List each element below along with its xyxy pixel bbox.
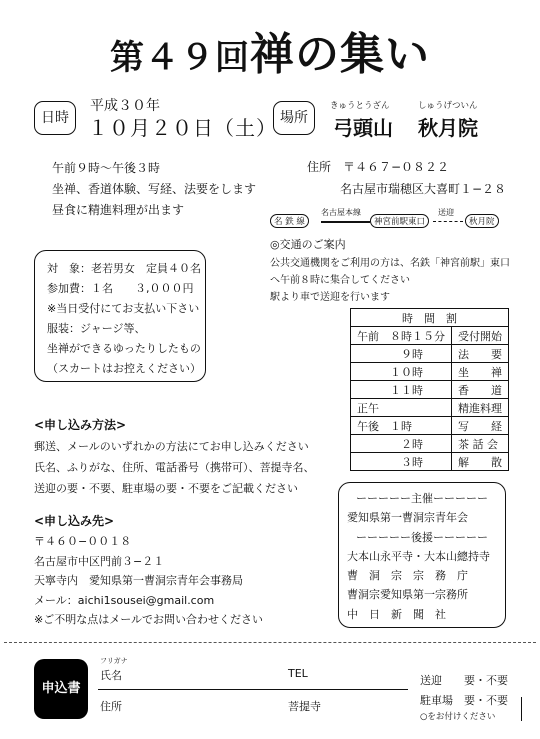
schedule-event: 写 経 — [452, 417, 509, 435]
temple-label: 菩提寺 — [288, 700, 321, 713]
schedule-event: 解 散 — [452, 453, 509, 471]
target-line: 参加費：１名 ３,０００円 — [47, 282, 194, 295]
schedule-time: ２時 — [351, 435, 452, 453]
schedule-event: 精進料理 — [452, 399, 509, 417]
form-edge-mark — [521, 697, 522, 721]
title-main: 禅の集い — [250, 29, 430, 80]
schedule-event: 法 要 — [452, 345, 509, 363]
apply-to-line: 天寧寺内 愛知県第一曹洞宗青年会事務局 — [34, 574, 243, 587]
info-lines — [52, 158, 256, 221]
sponsors-box — [338, 482, 506, 628]
support-name: 中 日 新 聞 社 — [347, 607, 446, 621]
apply-to-line: 名古屋市中区門前３−２１ — [34, 554, 165, 568]
schedule-event: 受付開始 — [452, 327, 509, 345]
application-form-badge: 申込書 — [34, 659, 88, 719]
route-station-a: 名 鉄 線 — [270, 214, 309, 228]
schedule-time: ３時 — [351, 453, 452, 471]
traffic-line: へ午前８時に集合してください — [270, 275, 410, 286]
date-year: 平成３０年 — [90, 98, 160, 114]
tel-label: TEL — [288, 667, 308, 680]
traffic-line: 公共交通機関をご利用の方は、名鉄「神宮前駅」東口 — [270, 258, 510, 269]
schedule-event: 香 道 — [452, 381, 509, 399]
host-heading: ーーーーー主催ーーーーー — [356, 492, 488, 505]
apply-to-heading: <申し込み先> — [34, 514, 115, 528]
info-line: 坐禅、香道体験、写経、法要をします — [52, 182, 257, 196]
title-prefix: 第４９回 — [110, 38, 250, 78]
route-line-name: 名古屋本線 — [321, 208, 361, 217]
cut-line — [4, 642, 536, 643]
info-line: 午前９時〜午後３時 — [52, 161, 161, 175]
traffic-line: 駅より車で送迎を行います — [270, 292, 390, 303]
circle-note: ○をお付けください — [420, 712, 496, 722]
place-name-2: 秋月院 — [418, 116, 478, 140]
apply-method-line: 氏名、ふりがな、住所、電話番号（携帯可）、菩提寺名、 — [34, 461, 315, 474]
traffic-lines — [270, 255, 510, 306]
place-ruby-1: きゅうとうざん — [330, 101, 390, 111]
furigana-label: フリガナ — [100, 657, 128, 665]
apply-to-lines — [34, 532, 263, 630]
route-transfer-line — [433, 221, 463, 222]
address-label: 住所 〒４６７−０８２２ — [307, 160, 450, 174]
apply-method-line: 郵送、メールのいずれかの方法にてお申し込みください — [34, 440, 309, 453]
schedule-time: 午前 ８時１５分 — [351, 327, 452, 345]
target-line: 坐禅ができるゆったりしたもの — [47, 342, 201, 355]
traffic-heading: ◎交通のご案内 — [270, 238, 346, 251]
apply-to-line: 〒４６０−００１８ — [34, 535, 132, 548]
pickup-option: 送迎 要・不要 — [420, 674, 508, 687]
schedule-event: 坐 禅 — [452, 363, 509, 381]
route-station-c: 秋月院 — [465, 214, 499, 228]
place-label: 場所 — [273, 101, 315, 135]
schedule-time: ９時 — [351, 345, 452, 363]
schedule-time: 午後 １時 — [351, 417, 452, 435]
schedule-header: 時 間 割 — [351, 309, 509, 327]
address-line: 名古屋市瑞穂区大喜町１−２８ — [340, 182, 507, 196]
apply-method-line: 送迎の要・不要、駐車場の要・不要をご記載ください — [34, 482, 298, 495]
route-line — [321, 221, 370, 223]
apply-to-line: メール：aichi1sousei@gmail.com — [34, 593, 215, 607]
event-title — [0, 18, 540, 82]
target-line: ※当日受付にてお支払い下さい — [47, 302, 200, 315]
parking-option: 駐車場 要・不要 — [420, 694, 508, 707]
target-line: （スカートはお控えください） — [47, 362, 201, 375]
target-line: 服装：ジャージ等、 — [47, 322, 146, 335]
route-transfer: 送迎 — [438, 208, 454, 217]
target-line: 対 象：老若男女 定員４０名 — [47, 262, 201, 275]
apply-method-lines — [34, 436, 315, 499]
host-name: 愛知県第一曹洞宗青年会 — [347, 511, 468, 525]
place-ruby-2: しゅうげついん — [418, 101, 478, 111]
schedule-time: 正午 — [351, 399, 452, 417]
apply-to-line: ※ご不明な点はメールでお問い合わせください — [34, 613, 263, 626]
route-station-b: 神宮前駅東口 — [370, 214, 429, 228]
schedule-time: １１時 — [351, 381, 452, 399]
place-name-1: 弓頭山 — [333, 116, 393, 140]
info-line: 昼食に精進料理が出ます — [52, 203, 185, 217]
address-field-label: 住所 — [100, 700, 122, 713]
date-day: １０月２０日（土） — [88, 116, 277, 140]
name-label: 氏名 — [100, 669, 122, 682]
form-divider — [98, 689, 408, 690]
support-heading: ーーーーー後援ーーーーー — [356, 530, 488, 544]
support-name: 曹 洞 宗 宗 務 庁 — [347, 569, 468, 583]
schedule-table — [350, 308, 509, 471]
date-label: 日時 — [34, 101, 76, 135]
apply-method-heading: <申し込み方法> — [34, 418, 127, 432]
support-name: 曹洞宗愛知県第一宗務所 — [347, 588, 468, 602]
participation-box — [34, 250, 206, 382]
schedule-event: 茶 話 会 — [452, 435, 509, 453]
schedule-time: １０時 — [351, 363, 452, 381]
support-name: 大本山永平寺・大本山總持寺 — [347, 549, 490, 563]
